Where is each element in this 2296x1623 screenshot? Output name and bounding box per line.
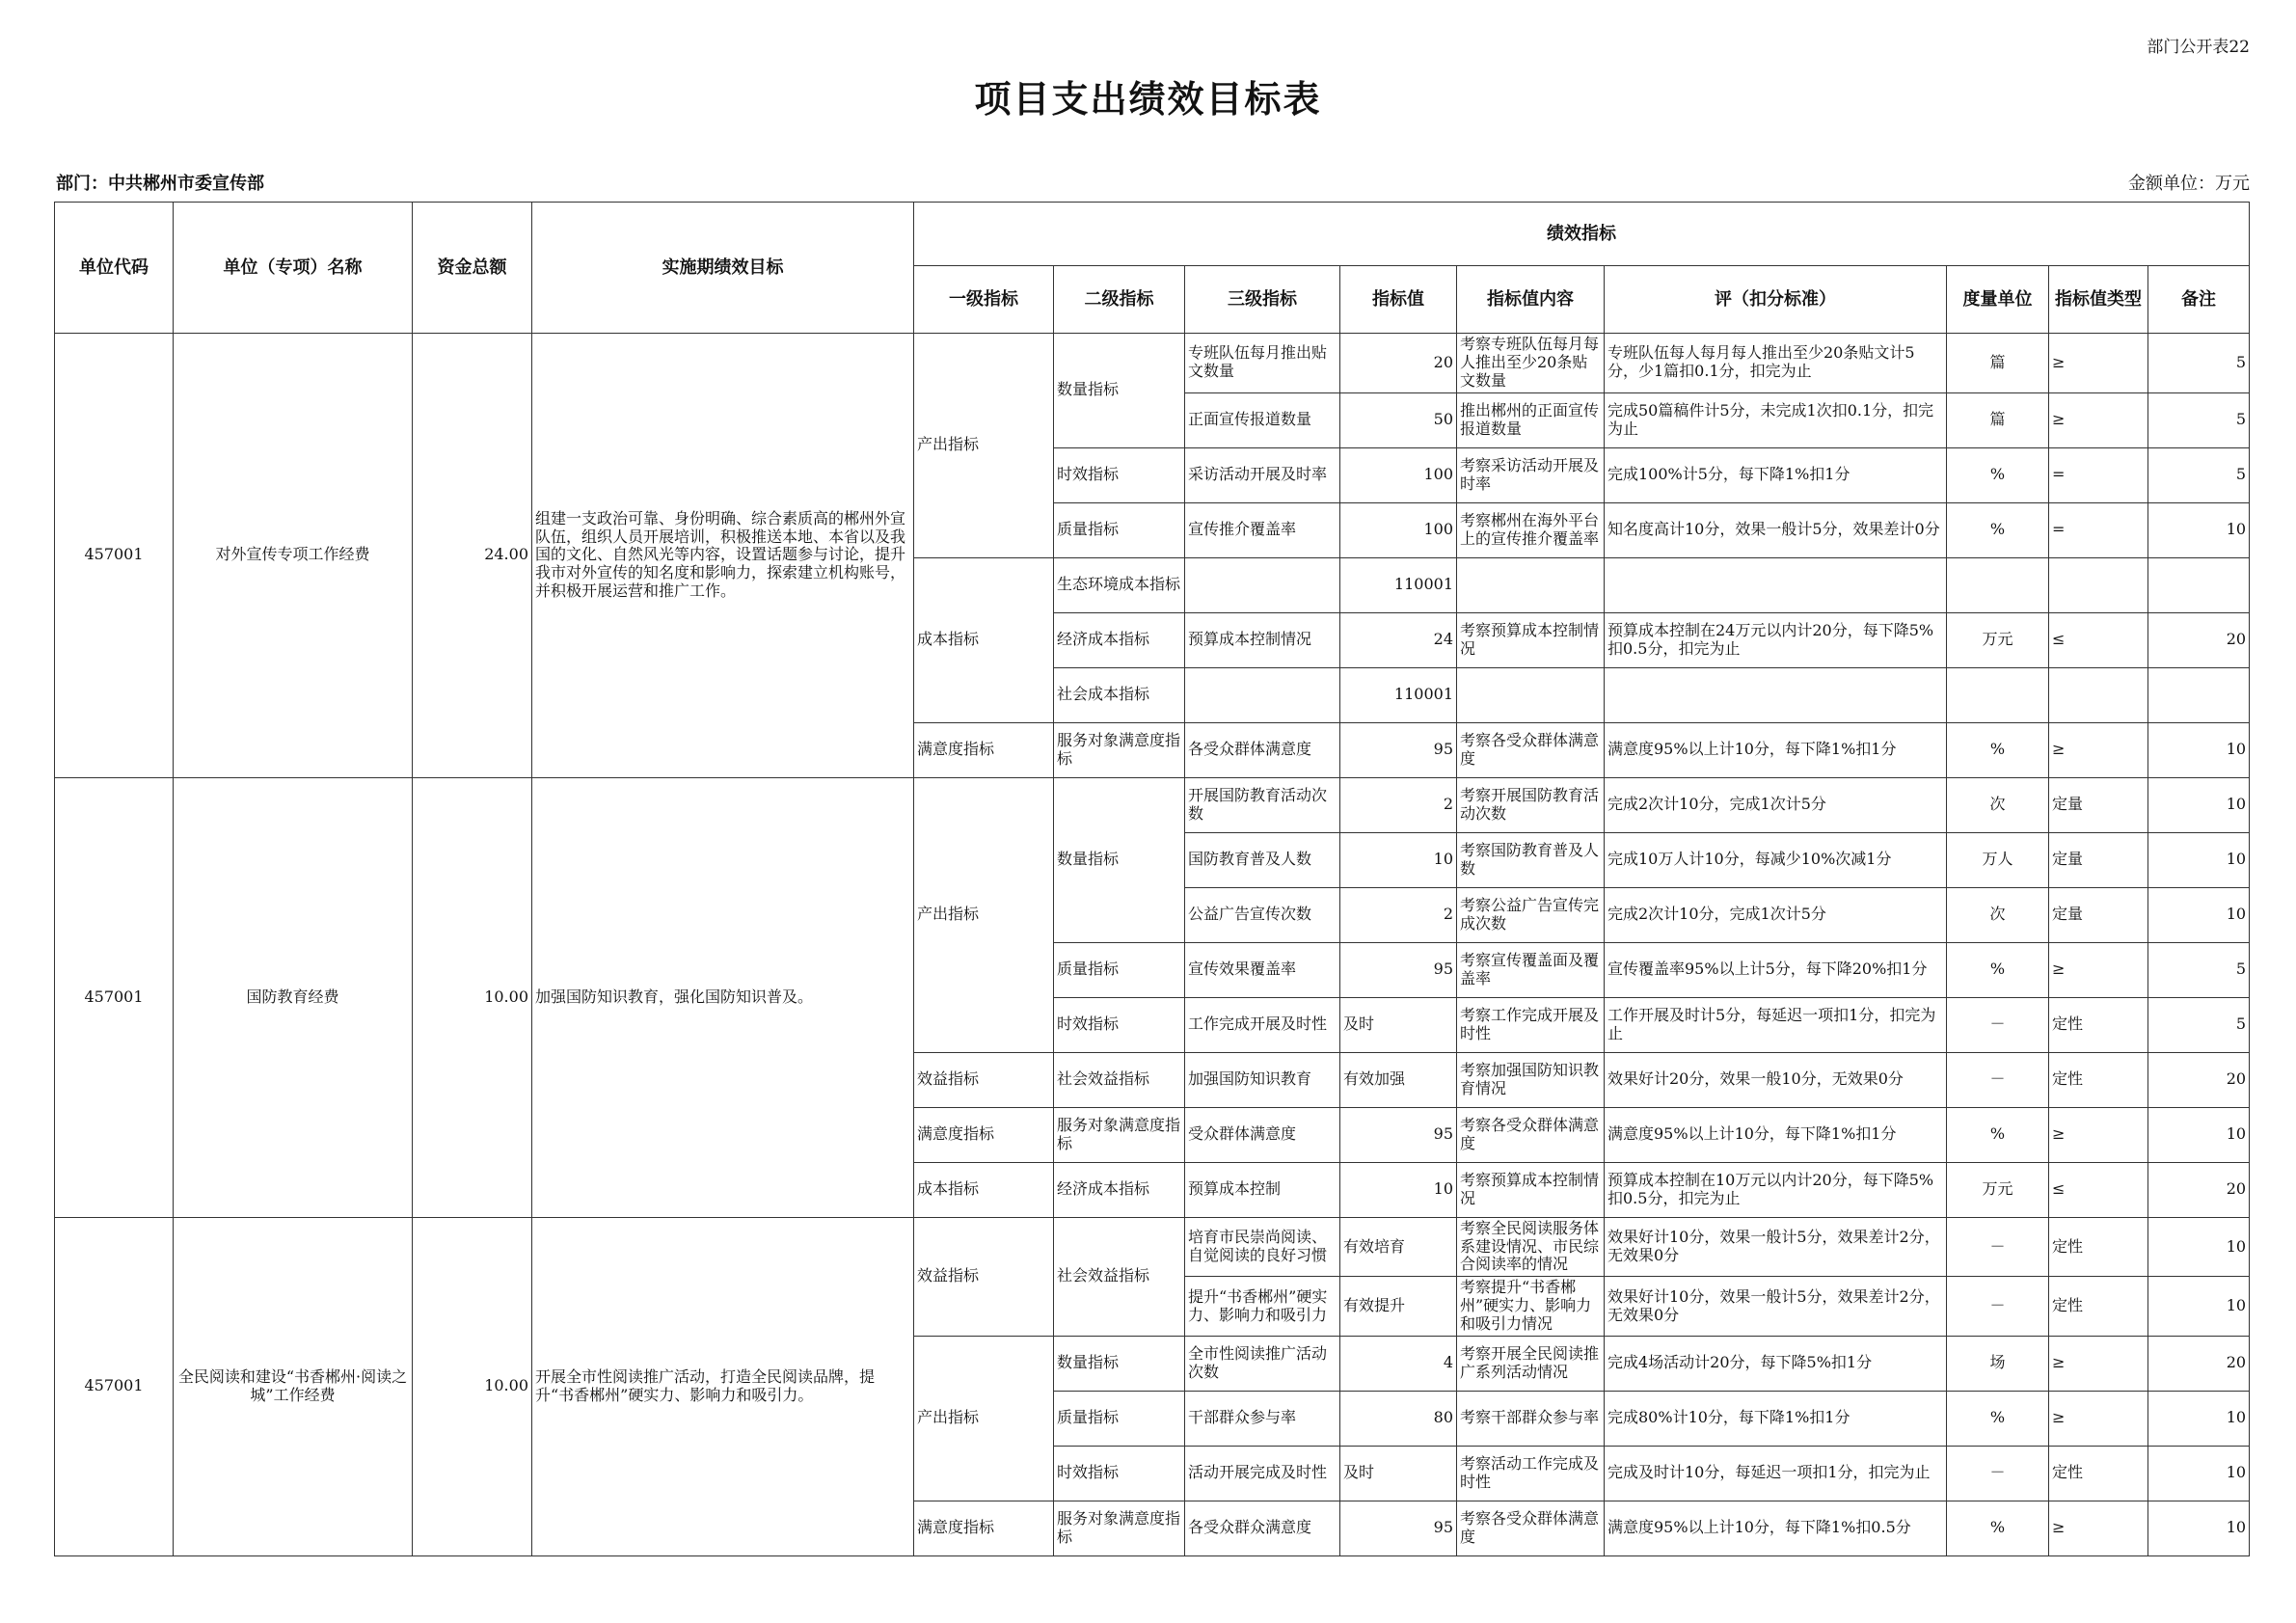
- measure-cell: －: [1947, 997, 2049, 1052]
- content-cell: [1457, 667, 1605, 722]
- standard-cell: 完成100%计5分，每下降1%扣1分: [1605, 447, 1947, 502]
- value-cell: 110001: [1340, 667, 1457, 722]
- value-cell: 2: [1340, 887, 1457, 942]
- level2-cell: 数量指标: [1054, 777, 1185, 942]
- level2-cell: 服务对象满意度指标: [1054, 1107, 1185, 1162]
- remark-cell: 10: [2148, 887, 2250, 942]
- content-cell: 考察预算成本控制情况: [1457, 1162, 1605, 1217]
- level1-cell: 满意度指标: [914, 1501, 1054, 1555]
- value-type-cell: ≥: [2049, 942, 2148, 997]
- header-performance: 绩效指标: [914, 203, 2250, 266]
- value-cell: 50: [1340, 392, 1457, 447]
- level3-cell: 全市性阅读推广活动次数: [1185, 1336, 1340, 1391]
- level3-cell: 预算成本控制情况: [1185, 612, 1340, 667]
- unit-code-cell: 457001: [55, 777, 174, 1217]
- standard-cell: 完成及时计10分，每延迟一项扣1分，扣完为止: [1605, 1446, 1947, 1501]
- remark-cell: 10: [2148, 722, 2250, 777]
- standard-cell: [1605, 667, 1947, 722]
- standard-cell: 知名度高计10分，效果一般计5分，效果差计0分: [1605, 502, 1947, 557]
- content-cell: 考察郴州在海外平台上的宣传推介覆盖率: [1457, 502, 1605, 557]
- content-cell: 考察各受众群体满意度: [1457, 1501, 1605, 1555]
- content-cell: 考察公益广告宣传完成次数: [1457, 887, 1605, 942]
- header-content: 指标值内容: [1457, 266, 1605, 334]
- level1-cell: 产出指标: [914, 777, 1054, 1052]
- level3-cell: 预算成本控制: [1185, 1162, 1340, 1217]
- standard-cell: 工作开展及时计5分，每延迟一项扣1分，扣完为止: [1605, 997, 1947, 1052]
- measure-cell: 次: [1947, 887, 2049, 942]
- level1-cell: 产出指标: [914, 334, 1054, 558]
- goal-cell: 组建一支政治可靠、身份明确、综合素质高的郴州外宣队伍，组织人员开展培训，积极推送本地、本省以及我国的文化、自然风光等内容，设置话题参与讨论，提升我市对外宣传的知名度和影响力，探索建立机构账号，并积极开展运营和推广工作。: [532, 334, 914, 778]
- level3-cell: [1185, 667, 1340, 722]
- standard-cell: 完成10万人计10分，每减少10%次减1分: [1605, 832, 1947, 887]
- remark-cell: 10: [2148, 832, 2250, 887]
- standard-cell: 满意度95%以上计10分，每下降1%扣1分: [1605, 722, 1947, 777]
- value-type-cell: ≥: [2049, 1107, 2148, 1162]
- level3-cell: 工作完成开展及时性: [1185, 997, 1340, 1052]
- level3-cell: 受众群体满意度: [1185, 1107, 1340, 1162]
- level2-cell: 经济成本指标: [1054, 612, 1185, 667]
- standard-cell: 满意度95%以上计10分，每下降1%扣1分: [1605, 1107, 1947, 1162]
- value-type-cell: ≥: [2049, 1391, 2148, 1446]
- measure-cell: －: [1947, 1217, 2049, 1277]
- standard-cell: 满意度95%以上计10分，每下降1%扣0.5分: [1605, 1501, 1947, 1555]
- standard-cell: [1605, 557, 1947, 612]
- performance-table: [54, 202, 2250, 1556]
- remark-cell: 10: [2148, 1501, 2250, 1555]
- level2-cell: 数量指标: [1054, 334, 1185, 448]
- level3-cell: 各受众群众满意度: [1185, 1501, 1340, 1555]
- value-cell: 及时: [1340, 1446, 1457, 1501]
- value-cell: 95: [1340, 722, 1457, 777]
- header-unit-code: 单位代码: [55, 203, 174, 334]
- table-row: [55, 1217, 2250, 1277]
- unit-code-cell: 457001: [55, 334, 174, 778]
- remark-cell: 10: [2148, 502, 2250, 557]
- measure-cell: 万人: [1947, 832, 2049, 887]
- measure-cell: %: [1947, 1501, 2049, 1555]
- header-value-type: 指标值类型: [2049, 266, 2148, 334]
- content-cell: 考察各受众群体满意度: [1457, 722, 1605, 777]
- header-level2: 二级指标: [1054, 266, 1185, 334]
- value-cell: 10: [1340, 1162, 1457, 1217]
- value-type-cell: 定性: [2049, 1446, 2148, 1501]
- header-goal: 实施期绩效目标: [532, 203, 914, 334]
- header-level3: 三级指标: [1185, 266, 1340, 334]
- content-cell: 考察工作完成开展及时性: [1457, 997, 1605, 1052]
- header-level1: 一级指标: [914, 266, 1054, 334]
- level3-cell: 培育市民崇尚阅读、自觉阅读的良好习惯: [1185, 1217, 1340, 1277]
- content-cell: 考察专班队伍每月每人推出至少20条贴文数量: [1457, 334, 1605, 393]
- measure-cell: 万元: [1947, 1162, 2049, 1217]
- measure-cell: 次: [1947, 777, 2049, 832]
- value-type-cell: 定性: [2049, 1277, 2148, 1337]
- standard-cell: 宣传覆盖率95%以上计5分，每下降20%扣1分: [1605, 942, 1947, 997]
- value-type-cell: 定性: [2049, 997, 2148, 1052]
- value-type-cell: =: [2049, 502, 2148, 557]
- remark-cell: 5: [2148, 392, 2250, 447]
- unit-name-cell: 对外宣传专项工作经费: [174, 334, 413, 778]
- content-cell: 考察预算成本控制情况: [1457, 612, 1605, 667]
- value-cell: 80: [1340, 1391, 1457, 1446]
- level3-cell: 宣传推介覆盖率: [1185, 502, 1340, 557]
- page-title: 项目支出绩效目标表: [974, 77, 1322, 121]
- form-number: 部门公开表22: [2147, 38, 2250, 57]
- remark-cell: 20: [2148, 612, 2250, 667]
- value-type-cell: ≥: [2049, 1336, 2148, 1391]
- value-type-cell: 定性: [2049, 1052, 2148, 1107]
- level3-cell: 宣传效果覆盖率: [1185, 942, 1340, 997]
- value-cell: 95: [1340, 942, 1457, 997]
- value-cell: 95: [1340, 1501, 1457, 1555]
- content-cell: 推出郴州的正面宣传报道数量: [1457, 392, 1605, 447]
- level2-cell: 经济成本指标: [1054, 1162, 1185, 1217]
- remark-cell: 20: [2148, 1162, 2250, 1217]
- standard-cell: 预算成本控制在10万元以内计20分，每下降5%扣0.5分，扣完为止: [1605, 1162, 1947, 1217]
- level3-cell: [1185, 557, 1340, 612]
- remark-cell: 10: [2148, 1107, 2250, 1162]
- header-value: 指标值: [1340, 266, 1457, 334]
- level1-cell: 效益指标: [914, 1217, 1054, 1336]
- remark-cell: 10: [2148, 1217, 2250, 1277]
- standard-cell: 完成2次计10分，完成1次计5分: [1605, 887, 1947, 942]
- level3-cell: 各受众群体满意度: [1185, 722, 1340, 777]
- standard-cell: 效果好计10分，效果一般计5分，效果差计2分，无效果0分: [1605, 1277, 1947, 1337]
- level3-cell: 提升“书香郴州”硬实力、影响力和吸引力: [1185, 1277, 1340, 1337]
- level3-cell: 活动开展完成及时性: [1185, 1446, 1340, 1501]
- remark-cell: [2148, 557, 2250, 612]
- level1-cell: 成本指标: [914, 1162, 1054, 1217]
- value-type-cell: ≥: [2049, 334, 2148, 393]
- standard-cell: 效果好计10分，效果一般计5分，效果差计2分，无效果0分: [1605, 1217, 1947, 1277]
- measure-cell: －: [1947, 1052, 2049, 1107]
- level3-cell: 开展国防教育活动次数: [1185, 777, 1340, 832]
- level2-cell: 社会成本指标: [1054, 667, 1185, 722]
- value-type-cell: ≥: [2049, 392, 2148, 447]
- value-cell: 100: [1340, 502, 1457, 557]
- measure-cell: %: [1947, 942, 2049, 997]
- level3-cell: 加强国防知识教育: [1185, 1052, 1340, 1107]
- value-type-cell: [2049, 557, 2148, 612]
- level3-cell: 国防教育普及人数: [1185, 832, 1340, 887]
- value-type-cell: 定量: [2049, 887, 2148, 942]
- level1-cell: 效益指标: [914, 1052, 1054, 1107]
- value-type-cell: 定性: [2049, 1217, 2148, 1277]
- header-remark: 备注: [2148, 266, 2250, 334]
- remark-cell: 20: [2148, 1052, 2250, 1107]
- level2-cell: 服务对象满意度指标: [1054, 722, 1185, 777]
- value-cell: 95: [1340, 1107, 1457, 1162]
- value-cell: 100: [1340, 447, 1457, 502]
- unit-name-cell: 国防教育经费: [174, 777, 413, 1217]
- measure-cell: [1947, 557, 2049, 612]
- value-type-cell: ≤: [2049, 612, 2148, 667]
- content-cell: 考察开展国防教育活动次数: [1457, 777, 1605, 832]
- measure-cell: %: [1947, 1391, 2049, 1446]
- standard-cell: 专班队伍每人每月每人推出至少20条贴文计5分，少1篇扣0.1分，扣完为止: [1605, 334, 1947, 393]
- level2-cell: 质量指标: [1054, 502, 1185, 557]
- remark-cell: 20: [2148, 1336, 2250, 1391]
- value-type-cell: ≥: [2049, 1501, 2148, 1555]
- value-type-cell: ≤: [2049, 1162, 2148, 1217]
- department-label: 部门：中共郴州市委宣传部: [56, 174, 264, 194]
- total-funds-cell: 24.00: [413, 334, 532, 778]
- remark-cell: 5: [2148, 942, 2250, 997]
- level3-cell: 干部群众参与率: [1185, 1391, 1340, 1446]
- measure-cell: －: [1947, 1446, 2049, 1501]
- level2-cell: 社会效益指标: [1054, 1052, 1185, 1107]
- value-cell: 2: [1340, 777, 1457, 832]
- level1-cell: 成本指标: [914, 557, 1054, 722]
- total-funds-cell: 10.00: [413, 777, 532, 1217]
- remark-cell: 5: [2148, 334, 2250, 393]
- level1-cell: 产出指标: [914, 1336, 1054, 1501]
- goal-cell: 加强国防知识教育，强化国防知识普及。: [532, 777, 914, 1217]
- level3-cell: 采访活动开展及时率: [1185, 447, 1340, 502]
- header-unit-name: 单位（专项）名称: [174, 203, 413, 334]
- remark-cell: 10: [2148, 1446, 2250, 1501]
- level1-cell: 满意度指标: [914, 1107, 1054, 1162]
- content-cell: 考察活动工作完成及时性: [1457, 1446, 1605, 1501]
- standard-cell: 效果好计20分，效果一般10分，无效果0分: [1605, 1052, 1947, 1107]
- value-type-cell: [2049, 667, 2148, 722]
- remark-cell: 5: [2148, 997, 2250, 1052]
- total-funds-cell: 10.00: [413, 1217, 532, 1555]
- value-cell: 有效提升: [1340, 1277, 1457, 1337]
- standard-cell: 完成50篇稿件计5分，未完成1次扣0.1分，扣完为止: [1605, 392, 1947, 447]
- standard-cell: 完成4场活动计20分，每下降5%扣1分: [1605, 1336, 1947, 1391]
- content-cell: 考察干部群众参与率: [1457, 1391, 1605, 1446]
- value-cell: 10: [1340, 832, 1457, 887]
- value-cell: 4: [1340, 1336, 1457, 1391]
- level3-cell: 公益广告宣传次数: [1185, 887, 1340, 942]
- level3-cell: 专班队伍每月推出贴文数量: [1185, 334, 1340, 393]
- value-cell: 及时: [1340, 997, 1457, 1052]
- unit-name-cell: 全民阅读和建设“书香郴州·阅读之城”工作经费: [174, 1217, 413, 1555]
- value-cell: 20: [1340, 334, 1457, 393]
- level2-cell: 时效指标: [1054, 447, 1185, 502]
- level1-cell: 满意度指标: [914, 722, 1054, 777]
- value-type-cell: 定量: [2049, 777, 2148, 832]
- value-type-cell: ≥: [2049, 722, 2148, 777]
- measure-cell: %: [1947, 502, 2049, 557]
- amount-unit-label: 金额单位：万元: [2128, 174, 2250, 194]
- value-cell: 110001: [1340, 557, 1457, 612]
- measure-cell: 篇: [1947, 334, 2049, 393]
- content-cell: 考察各受众群体满意度: [1457, 1107, 1605, 1162]
- level2-cell: 质量指标: [1054, 942, 1185, 997]
- level2-cell: 服务对象满意度指标: [1054, 1501, 1185, 1555]
- measure-cell: [1947, 667, 2049, 722]
- value-cell: 24: [1340, 612, 1457, 667]
- content-cell: 考察宣传覆盖面及覆盖率: [1457, 942, 1605, 997]
- measure-cell: %: [1947, 1107, 2049, 1162]
- standard-cell: 完成80%计10分，每下降1%扣1分: [1605, 1391, 1947, 1446]
- level2-cell: 社会效益指标: [1054, 1217, 1185, 1336]
- value-type-cell: 定量: [2049, 832, 2148, 887]
- remark-cell: 10: [2148, 777, 2250, 832]
- remark-cell: [2148, 667, 2250, 722]
- remark-cell: 10: [2148, 1391, 2250, 1446]
- level2-cell: 时效指标: [1054, 997, 1185, 1052]
- content-cell: 考察提升“书香郴州”硬实力、影响力和吸引力情况: [1457, 1277, 1605, 1337]
- standard-cell: 预算成本控制在24万元以内计20分，每下降5%扣0.5分，扣完为止: [1605, 612, 1947, 667]
- measure-cell: 万元: [1947, 612, 2049, 667]
- level3-cell: 正面宣传报道数量: [1185, 392, 1340, 447]
- content-cell: 考察国防教育普及人数: [1457, 832, 1605, 887]
- level2-cell: 数量指标: [1054, 1336, 1185, 1391]
- measure-cell: %: [1947, 722, 2049, 777]
- value-cell: 有效加强: [1340, 1052, 1457, 1107]
- table-row: [55, 777, 2250, 832]
- measure-cell: 篇: [1947, 392, 2049, 447]
- content-cell: 考察加强国防知识教育情况: [1457, 1052, 1605, 1107]
- header-total-funds: 资金总额: [413, 203, 532, 334]
- measure-cell: %: [1947, 447, 2049, 502]
- measure-cell: 场: [1947, 1336, 2049, 1391]
- level2-cell: 生态环境成本指标: [1054, 557, 1185, 612]
- header-standard: 评（扣分标准）: [1605, 266, 1947, 334]
- content-cell: 考察采访活动开展及时率: [1457, 447, 1605, 502]
- measure-cell: －: [1947, 1277, 2049, 1337]
- level2-cell: 质量指标: [1054, 1391, 1185, 1446]
- header-measure: 度量单位: [1947, 266, 2049, 334]
- level2-cell: 时效指标: [1054, 1446, 1185, 1501]
- standard-cell: 完成2次计10分，完成1次计5分: [1605, 777, 1947, 832]
- remark-cell: 10: [2148, 1277, 2250, 1337]
- content-cell: 考察开展全民阅读推广系列活动情况: [1457, 1336, 1605, 1391]
- value-type-cell: =: [2049, 447, 2148, 502]
- unit-code-cell: 457001: [55, 1217, 174, 1555]
- table-row: [55, 334, 2250, 393]
- content-cell: 考察全民阅读服务体系建设情况、市民综合阅读率的情况: [1457, 1217, 1605, 1277]
- goal-cell: 开展全市性阅读推广活动，打造全民阅读品牌，提升“书香郴州”硬实力、影响力和吸引力。: [532, 1217, 914, 1555]
- value-cell: 有效培育: [1340, 1217, 1457, 1277]
- content-cell: [1457, 557, 1605, 612]
- remark-cell: 5: [2148, 447, 2250, 502]
